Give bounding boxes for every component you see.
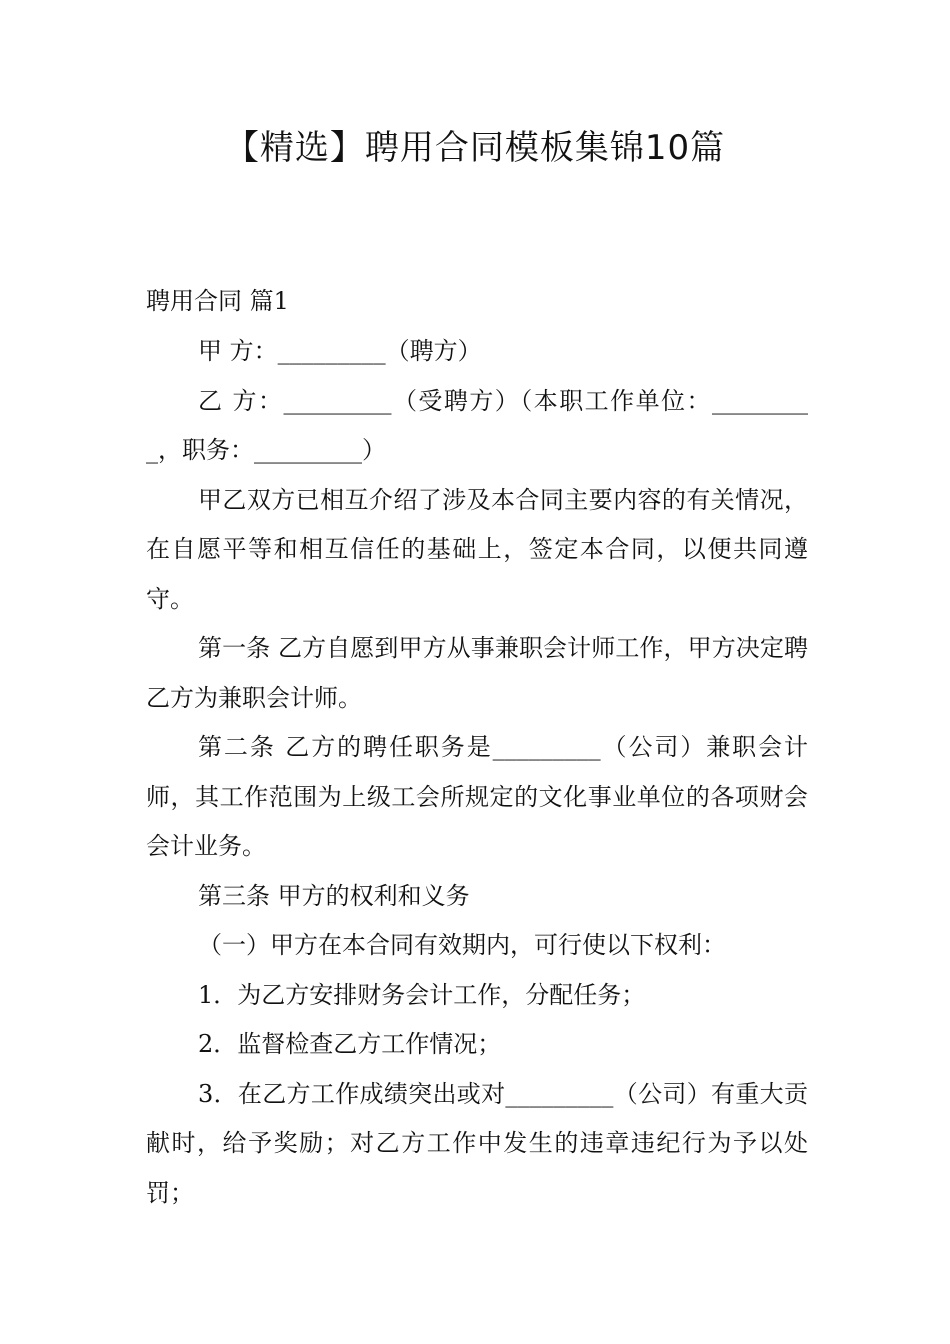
section-heading: 聘用合同 篇1: [146, 287, 289, 315]
intro-paragraph: 甲乙双方已相互介绍了涉及本合同主要内容的有关情况，在自愿平等和相互信任的基础上，签定本合同，以便共同遵守。: [146, 485, 808, 613]
party-a-line: 甲 方：_________（聘方）: [198, 337, 482, 365]
list-item-3: 3．在乙方工作成绩突出或对_________（公司）有重大贡献时，给予奖励；对乙方工作中发生的违章违纪行为予以处罚；: [146, 1079, 808, 1207]
document-title: 【精选】聘用合同模板集锦10篇: [224, 128, 726, 168]
article-2: 第二条 乙方的聘任职务是_________（公司）兼职会计师，其工作范围为上级工会所规定的文化事业单位的各项财会会计业务。: [146, 733, 808, 860]
party-b-line: 乙 方：_________（受聘方）（本职工作单位：_________，职务：_________）: [146, 386, 808, 464]
list-item-2: 2．监督检查乙方工作情况；: [198, 1030, 502, 1058]
article-3-subsection-1: （一）甲方在本合同有效期内，可行使以下权利：: [198, 931, 726, 959]
article-3-heading: 第三条 甲方的权利和义务: [198, 881, 470, 910]
list-item-1: 1．为乙方安排财务会计工作，分配任务；: [198, 980, 646, 1009]
article-1: 第一条 乙方自愿到甲方从事兼职会计师工作，甲方决定聘乙方为兼职会计师。: [146, 634, 808, 712]
document-body: [146, 327, 808, 1218]
